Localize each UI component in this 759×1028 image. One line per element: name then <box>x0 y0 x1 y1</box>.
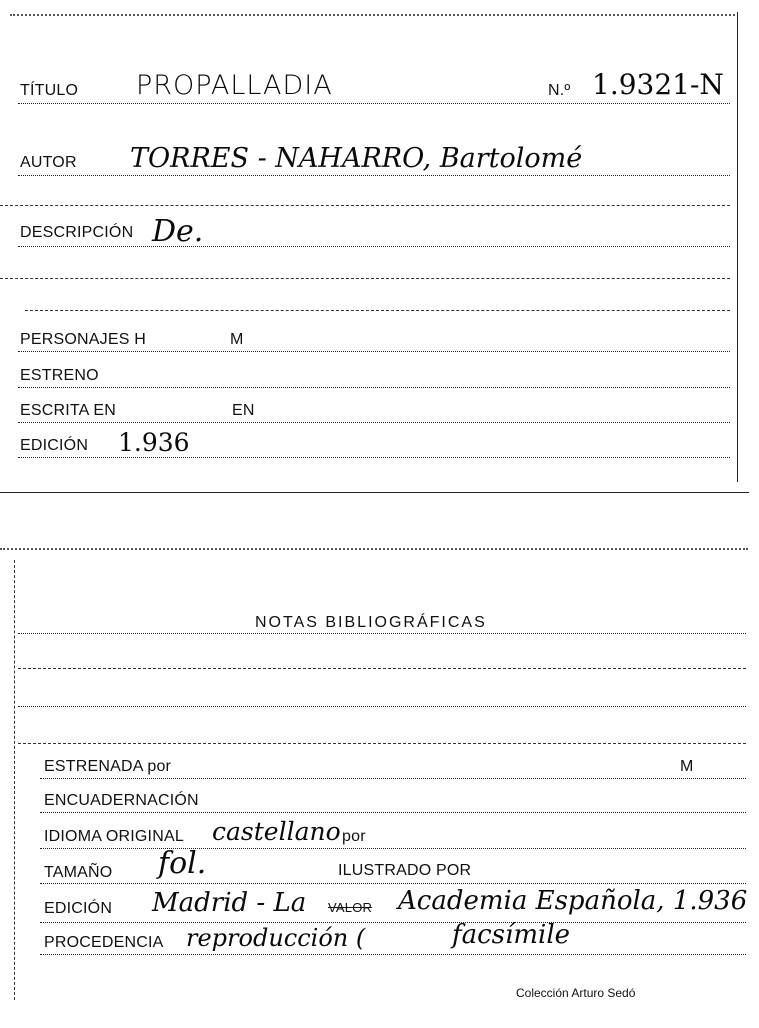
procedencia-value-2: facsímile <box>452 920 571 950</box>
estrenada-m-label: M <box>680 758 694 775</box>
card1-bottom-edge <box>0 492 749 493</box>
idioma-value: castellano <box>212 817 341 846</box>
edicion-value: 1.936 <box>118 428 190 457</box>
tamano-value: fol. <box>158 846 207 881</box>
edicion2-line <box>40 922 746 923</box>
estreno-label: ESTRENO <box>20 367 99 384</box>
autor-value: TORRES - NAHARRO, Bartolomé <box>130 143 583 174</box>
titulo-value: PROPALLADIA <box>136 70 333 101</box>
tamano-label: TAMAÑO <box>44 864 113 881</box>
edicion2-value-part2: Academia Española, 1.936 <box>398 886 748 916</box>
encuadernacion-label: ENCUADERNACIÓN <box>44 792 199 809</box>
card2-left-edge <box>14 560 15 1000</box>
descripcion-value: De. <box>152 214 204 249</box>
titulo-line <box>18 103 730 104</box>
edicion-line <box>18 457 730 458</box>
estrenada-line <box>40 778 746 779</box>
blank-line-1 <box>0 278 730 279</box>
personajes-m-label: M <box>230 331 244 348</box>
tamano-line <box>40 883 746 884</box>
descripcion-line <box>18 246 730 247</box>
procedencia-label: PROCEDENCIA <box>44 934 164 951</box>
procedencia-line <box>40 954 746 955</box>
escrita-en-label: EN <box>232 402 255 419</box>
card-top-edge <box>10 14 735 16</box>
titulo-label: TÍTULO <box>20 82 79 99</box>
notas-heading: NOTAS BIBLIOGRÁFICAS <box>255 614 487 631</box>
ilustrado-label: ILUSTRADO POR <box>338 862 472 879</box>
autor-extra-line <box>0 205 730 206</box>
card-right-edge <box>737 12 738 482</box>
escrita-label: ESCRITA EN <box>20 402 116 419</box>
card2-top-edge <box>0 548 748 550</box>
edicion-label: EDICIÓN <box>20 437 89 454</box>
notas-line-4 <box>18 743 746 744</box>
edicion2-label: EDICIÓN <box>44 900 113 917</box>
idioma-label: IDIOMA ORIGINAL <box>44 828 184 845</box>
numero-label: N.º <box>548 82 571 99</box>
descripcion-label: DESCRIPCIÓN <box>20 224 134 241</box>
personajes-label: PERSONAJES H <box>20 331 146 348</box>
escrita-line <box>18 422 730 423</box>
procedencia-value: reproducción ( <box>186 924 366 952</box>
idioma-line <box>40 848 746 849</box>
autor-line <box>18 175 730 176</box>
notas-line-3 <box>18 706 746 707</box>
encuadernacion-line <box>40 812 746 813</box>
estreno-line <box>18 387 730 388</box>
edicion2-value-part1: Madrid - La <box>152 888 307 918</box>
collection-stamp: Colección Arturo Sedó <box>516 986 636 1000</box>
idioma-por-label: por <box>342 828 366 845</box>
catalog-card-top <box>0 0 759 500</box>
autor-label: AUTOR <box>20 154 77 171</box>
notas-line-2 <box>18 668 746 669</box>
catalog-card-bottom <box>0 540 759 1028</box>
numero-value: 1.9321-N <box>592 68 724 101</box>
estrenada-label: ESTRENADA por <box>44 758 172 775</box>
personajes-line <box>18 351 730 352</box>
notas-line-1 <box>18 633 746 634</box>
blank-line-2 <box>25 310 730 311</box>
edicion2-struck-word: VALOR <box>328 900 373 915</box>
